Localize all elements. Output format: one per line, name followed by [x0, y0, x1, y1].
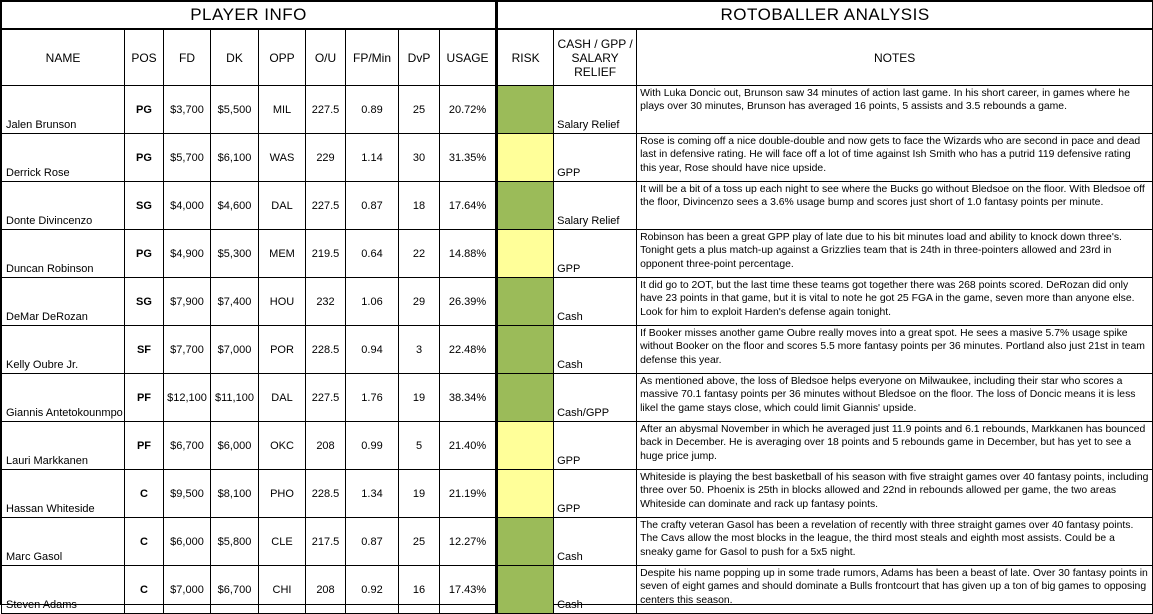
- col-fpmin: FP/Min: [346, 29, 399, 86]
- player-position: C: [125, 566, 164, 614]
- opponent: CHI: [259, 566, 306, 614]
- dvp-rank: 29: [399, 278, 440, 326]
- player-analysis-table: [1, 1, 1153, 614]
- over-under: 217.5: [306, 518, 346, 566]
- player-name: Lauri Markkanen: [2, 422, 125, 470]
- dvp-rank: 22: [399, 230, 440, 278]
- usage-rate: 21.40%: [440, 422, 497, 470]
- risk-indicator: [497, 230, 554, 278]
- player-name: Kelly Oubre Jr.: [2, 326, 125, 374]
- fanduel-salary: $7,900: [164, 278, 211, 326]
- opponent: DAL: [259, 182, 306, 230]
- fanduel-salary: $4,900: [164, 230, 211, 278]
- cash-gpp-label: Cash: [554, 278, 637, 326]
- analysis-notes: With Luka Doncic out, Brunson saw 34 minutes of action last game. In his short career, in games where he plays over 30 minutes, Brunson has averaged 16 points, 5 assists and 3.5 rebounds a game.: [637, 86, 1153, 134]
- usage-rate: 31.35%: [440, 134, 497, 182]
- usage-rate: 20.72%: [440, 86, 497, 134]
- col-ou: O/U: [306, 29, 346, 86]
- analysis-notes: After an abysmal November in which he averaged just 11.9 points and 6.1 rebounds, Markkanen has bounced back in December. He is averaging over 18 points and 5 rebounds game in December, but has yet to see a huge price jump.: [637, 422, 1153, 470]
- risk-indicator: [497, 86, 554, 134]
- analysis-notes: It will be a bit of a toss up each night to see where the Bucks go without Bledsoe on the floor. With Bledsoe off the floor, Divincenzo sees a 3.6% usage bump and scores just short of 1.0 fantasy points per minute.: [637, 182, 1153, 230]
- player-name: Donte Divincenzo: [2, 182, 125, 230]
- fanduel-salary: $12,100: [164, 374, 211, 422]
- section-header-row: [2, 2, 1153, 30]
- fp-per-min: 1.34: [346, 470, 399, 518]
- col-name: NAME: [2, 29, 125, 86]
- table-row: [2, 326, 1153, 374]
- over-under: 228.5: [306, 326, 346, 374]
- dvp-rank: 25: [399, 518, 440, 566]
- over-under: 229: [306, 134, 346, 182]
- table-row: [2, 230, 1153, 278]
- risk-indicator: [497, 566, 554, 614]
- dvp-rank: 25: [399, 86, 440, 134]
- player-position: SG: [125, 182, 164, 230]
- analysis-header: ROTOBALLER ANALYSIS: [497, 2, 1153, 30]
- col-cash-gpp: CASH / GPP / SALARY RELIEF: [554, 29, 637, 86]
- usage-rate: 38.34%: [440, 374, 497, 422]
- table-body: [2, 86, 1153, 614]
- fp-per-min: 0.89: [346, 86, 399, 134]
- player-name: Duncan Robinson: [2, 230, 125, 278]
- over-under: 227.5: [306, 374, 346, 422]
- fanduel-salary: $6,700: [164, 422, 211, 470]
- fanduel-salary: $3,700: [164, 86, 211, 134]
- table-row: [2, 470, 1153, 518]
- dvp-rank: 19: [399, 374, 440, 422]
- fanduel-salary: $5,700: [164, 134, 211, 182]
- opponent: HOU: [259, 278, 306, 326]
- player-name: Hassan Whiteside: [2, 470, 125, 518]
- draftkings-salary: $4,600: [211, 182, 259, 230]
- analysis-notes: If Booker misses another game Oubre really moves into a great spot. He sees a masive 5.7% usage spike without Booker on the floor and scores 5.5 more fantasy points per 36 minutes. Portland also just 21st in team defense this year.: [637, 326, 1153, 374]
- table-row: [2, 182, 1153, 230]
- over-under: 227.5: [306, 86, 346, 134]
- usage-rate: 12.27%: [440, 518, 497, 566]
- fanduel-salary: $9,500: [164, 470, 211, 518]
- col-opp: OPP: [259, 29, 306, 86]
- analysis-notes: As mentioned above, the loss of Bledsoe helps everyone on Milwaukee, including their star who scores a massive 70.1 fantasy points per 36 minutes without Bledsoe on the floor. The loss of Doncic means it is less likel the game stays close, which could limit Giannis' upside.: [637, 374, 1153, 422]
- cash-gpp-label: Cash: [554, 518, 637, 566]
- usage-rate: 17.64%: [440, 182, 497, 230]
- over-under: 227.5: [306, 182, 346, 230]
- fp-per-min: 1.76: [346, 374, 399, 422]
- draftkings-salary: $8,100: [211, 470, 259, 518]
- table-row: [2, 422, 1153, 470]
- fp-per-min: 0.64: [346, 230, 399, 278]
- player-position: SG: [125, 278, 164, 326]
- opponent: OKC: [259, 422, 306, 470]
- opponent: MEM: [259, 230, 306, 278]
- analysis-notes: The crafty veteran Gasol has been a revelation of recently with three straight games over 40 fantasy points. The Cavs allow the most blocks in the league, the third most steals and eighth most assists. Could be a sneaky game for Gasol to push for a 5x5 night.: [637, 518, 1153, 566]
- player-position: C: [125, 470, 164, 518]
- analysis-notes: Rose is coming off a nice double-double and now gets to face the Wizards who are second in pace and dead last in defensive rating. He will face off a lot of time against Ish Smith who has a putrid 119 defensive rating this year, Rose should have nice upside.: [637, 134, 1153, 182]
- player-position: PG: [125, 134, 164, 182]
- cash-gpp-label: Cash/GPP: [554, 374, 637, 422]
- dvp-rank: 16: [399, 566, 440, 614]
- cash-gpp-label: Cash: [554, 326, 637, 374]
- over-under: 232: [306, 278, 346, 326]
- fanduel-salary: $7,000: [164, 566, 211, 614]
- usage-rate: 22.48%: [440, 326, 497, 374]
- risk-indicator: [497, 470, 554, 518]
- cash-gpp-label: GPP: [554, 422, 637, 470]
- risk-indicator: [497, 518, 554, 566]
- over-under: 219.5: [306, 230, 346, 278]
- player-name: DeMar DeRozan: [2, 278, 125, 326]
- cash-gpp-label: GPP: [554, 134, 637, 182]
- table-row: [2, 134, 1153, 182]
- col-usage: USAGE: [440, 29, 497, 86]
- usage-rate: 26.39%: [440, 278, 497, 326]
- usage-rate: 21.19%: [440, 470, 497, 518]
- risk-indicator: [497, 134, 554, 182]
- draftkings-salary: $5,300: [211, 230, 259, 278]
- player-position: PG: [125, 86, 164, 134]
- player-name: Derrick Rose: [2, 134, 125, 182]
- fanduel-salary: $4,000: [164, 182, 211, 230]
- risk-indicator: [497, 422, 554, 470]
- risk-indicator: [497, 278, 554, 326]
- usage-rate: 17.43%: [440, 566, 497, 614]
- draftkings-salary: $6,700: [211, 566, 259, 614]
- fp-per-min: 0.87: [346, 518, 399, 566]
- fp-per-min: 1.06: [346, 278, 399, 326]
- opponent: CLE: [259, 518, 306, 566]
- over-under: 228.5: [306, 470, 346, 518]
- draftkings-salary: $5,500: [211, 86, 259, 134]
- draftkings-salary: $6,000: [211, 422, 259, 470]
- cash-gpp-label: Salary Relief: [554, 86, 637, 134]
- fp-per-min: 0.94: [346, 326, 399, 374]
- table-row: [2, 518, 1153, 566]
- over-under: 208: [306, 566, 346, 614]
- dvp-rank: 19: [399, 470, 440, 518]
- player-name: Giannis Antetokounmpo: [2, 374, 125, 422]
- player-info-header: PLAYER INFO: [2, 2, 497, 30]
- over-under: 208: [306, 422, 346, 470]
- table-row: [2, 566, 1153, 614]
- table-row: [2, 374, 1153, 422]
- col-dk: DK: [211, 29, 259, 86]
- analysis-notes: Despite his name popping up in some trade rumors, Adams has been a beast of late. Over 30 fantasy points in seven of eight games and should dominate a Bulls frontcourt that has given up a ton of big games to opposing centers this season.: [637, 566, 1153, 614]
- player-position: PF: [125, 422, 164, 470]
- dvp-rank: 5: [399, 422, 440, 470]
- dvp-rank: 30: [399, 134, 440, 182]
- fanduel-salary: $7,700: [164, 326, 211, 374]
- player-position: C: [125, 518, 164, 566]
- player-name: Jalen Brunson: [2, 86, 125, 134]
- opponent: WAS: [259, 134, 306, 182]
- draftkings-salary: $7,000: [211, 326, 259, 374]
- player-position: PF: [125, 374, 164, 422]
- table-row: [2, 86, 1153, 134]
- player-position: PG: [125, 230, 164, 278]
- col-fd: FD: [164, 29, 211, 86]
- analysis-notes: Robinson has been a great GPP play of late due to his bit minutes load and ability to knock down three's. Tonight gets a plus match-up against a Grizzlies team that is 24th in three-pointers allowed and 23rd in opponent three-point percentage.: [637, 230, 1153, 278]
- fp-per-min: 0.99: [346, 422, 399, 470]
- cash-gpp-label: Cash: [554, 566, 637, 614]
- table-row: [2, 278, 1153, 326]
- opponent: PHO: [259, 470, 306, 518]
- cash-gpp-label: GPP: [554, 230, 637, 278]
- analysis-notes: Whiteside is playing the best basketball of his season with five straight games over 40 fantasy points, including three over 50. Phoenix is 25th in blocks allowed and 22nd in rebounds allowed per game, the two areas Whiteside can dominate and rack up fantasy points.: [637, 470, 1153, 518]
- col-dvp: DvP: [399, 29, 440, 86]
- col-notes: NOTES: [637, 29, 1153, 86]
- fp-per-min: 1.14: [346, 134, 399, 182]
- col-pos: POS: [125, 29, 164, 86]
- usage-rate: 14.88%: [440, 230, 497, 278]
- player-name: Steven Adams: [2, 566, 125, 614]
- column-header-row: [2, 29, 1153, 86]
- player-name: Marc Gasol: [2, 518, 125, 566]
- opponent: MIL: [259, 86, 306, 134]
- draftkings-salary: $7,400: [211, 278, 259, 326]
- risk-indicator: [497, 326, 554, 374]
- cash-gpp-label: Salary Relief: [554, 182, 637, 230]
- risk-indicator: [497, 182, 554, 230]
- fp-per-min: 0.92: [346, 566, 399, 614]
- opponent: POR: [259, 326, 306, 374]
- draftkings-salary: $6,100: [211, 134, 259, 182]
- draftkings-salary: $5,800: [211, 518, 259, 566]
- dvp-rank: 3: [399, 326, 440, 374]
- risk-indicator: [497, 374, 554, 422]
- fp-per-min: 0.87: [346, 182, 399, 230]
- draftkings-salary: $11,100: [211, 374, 259, 422]
- cash-gpp-label: GPP: [554, 470, 637, 518]
- fanduel-salary: $6,000: [164, 518, 211, 566]
- col-risk: RISK: [497, 29, 554, 86]
- player-position: SF: [125, 326, 164, 374]
- opponent: DAL: [259, 374, 306, 422]
- dvp-rank: 18: [399, 182, 440, 230]
- analysis-notes: It did go to 2OT, but the last time these teams got together there was 268 points scored. DeRozan did only have 23 points in that game, but it is vital to note he got 25 FGA in the game, seven more than anyone else. Look for him to exploit Harden's defense again tonight.: [637, 278, 1153, 326]
